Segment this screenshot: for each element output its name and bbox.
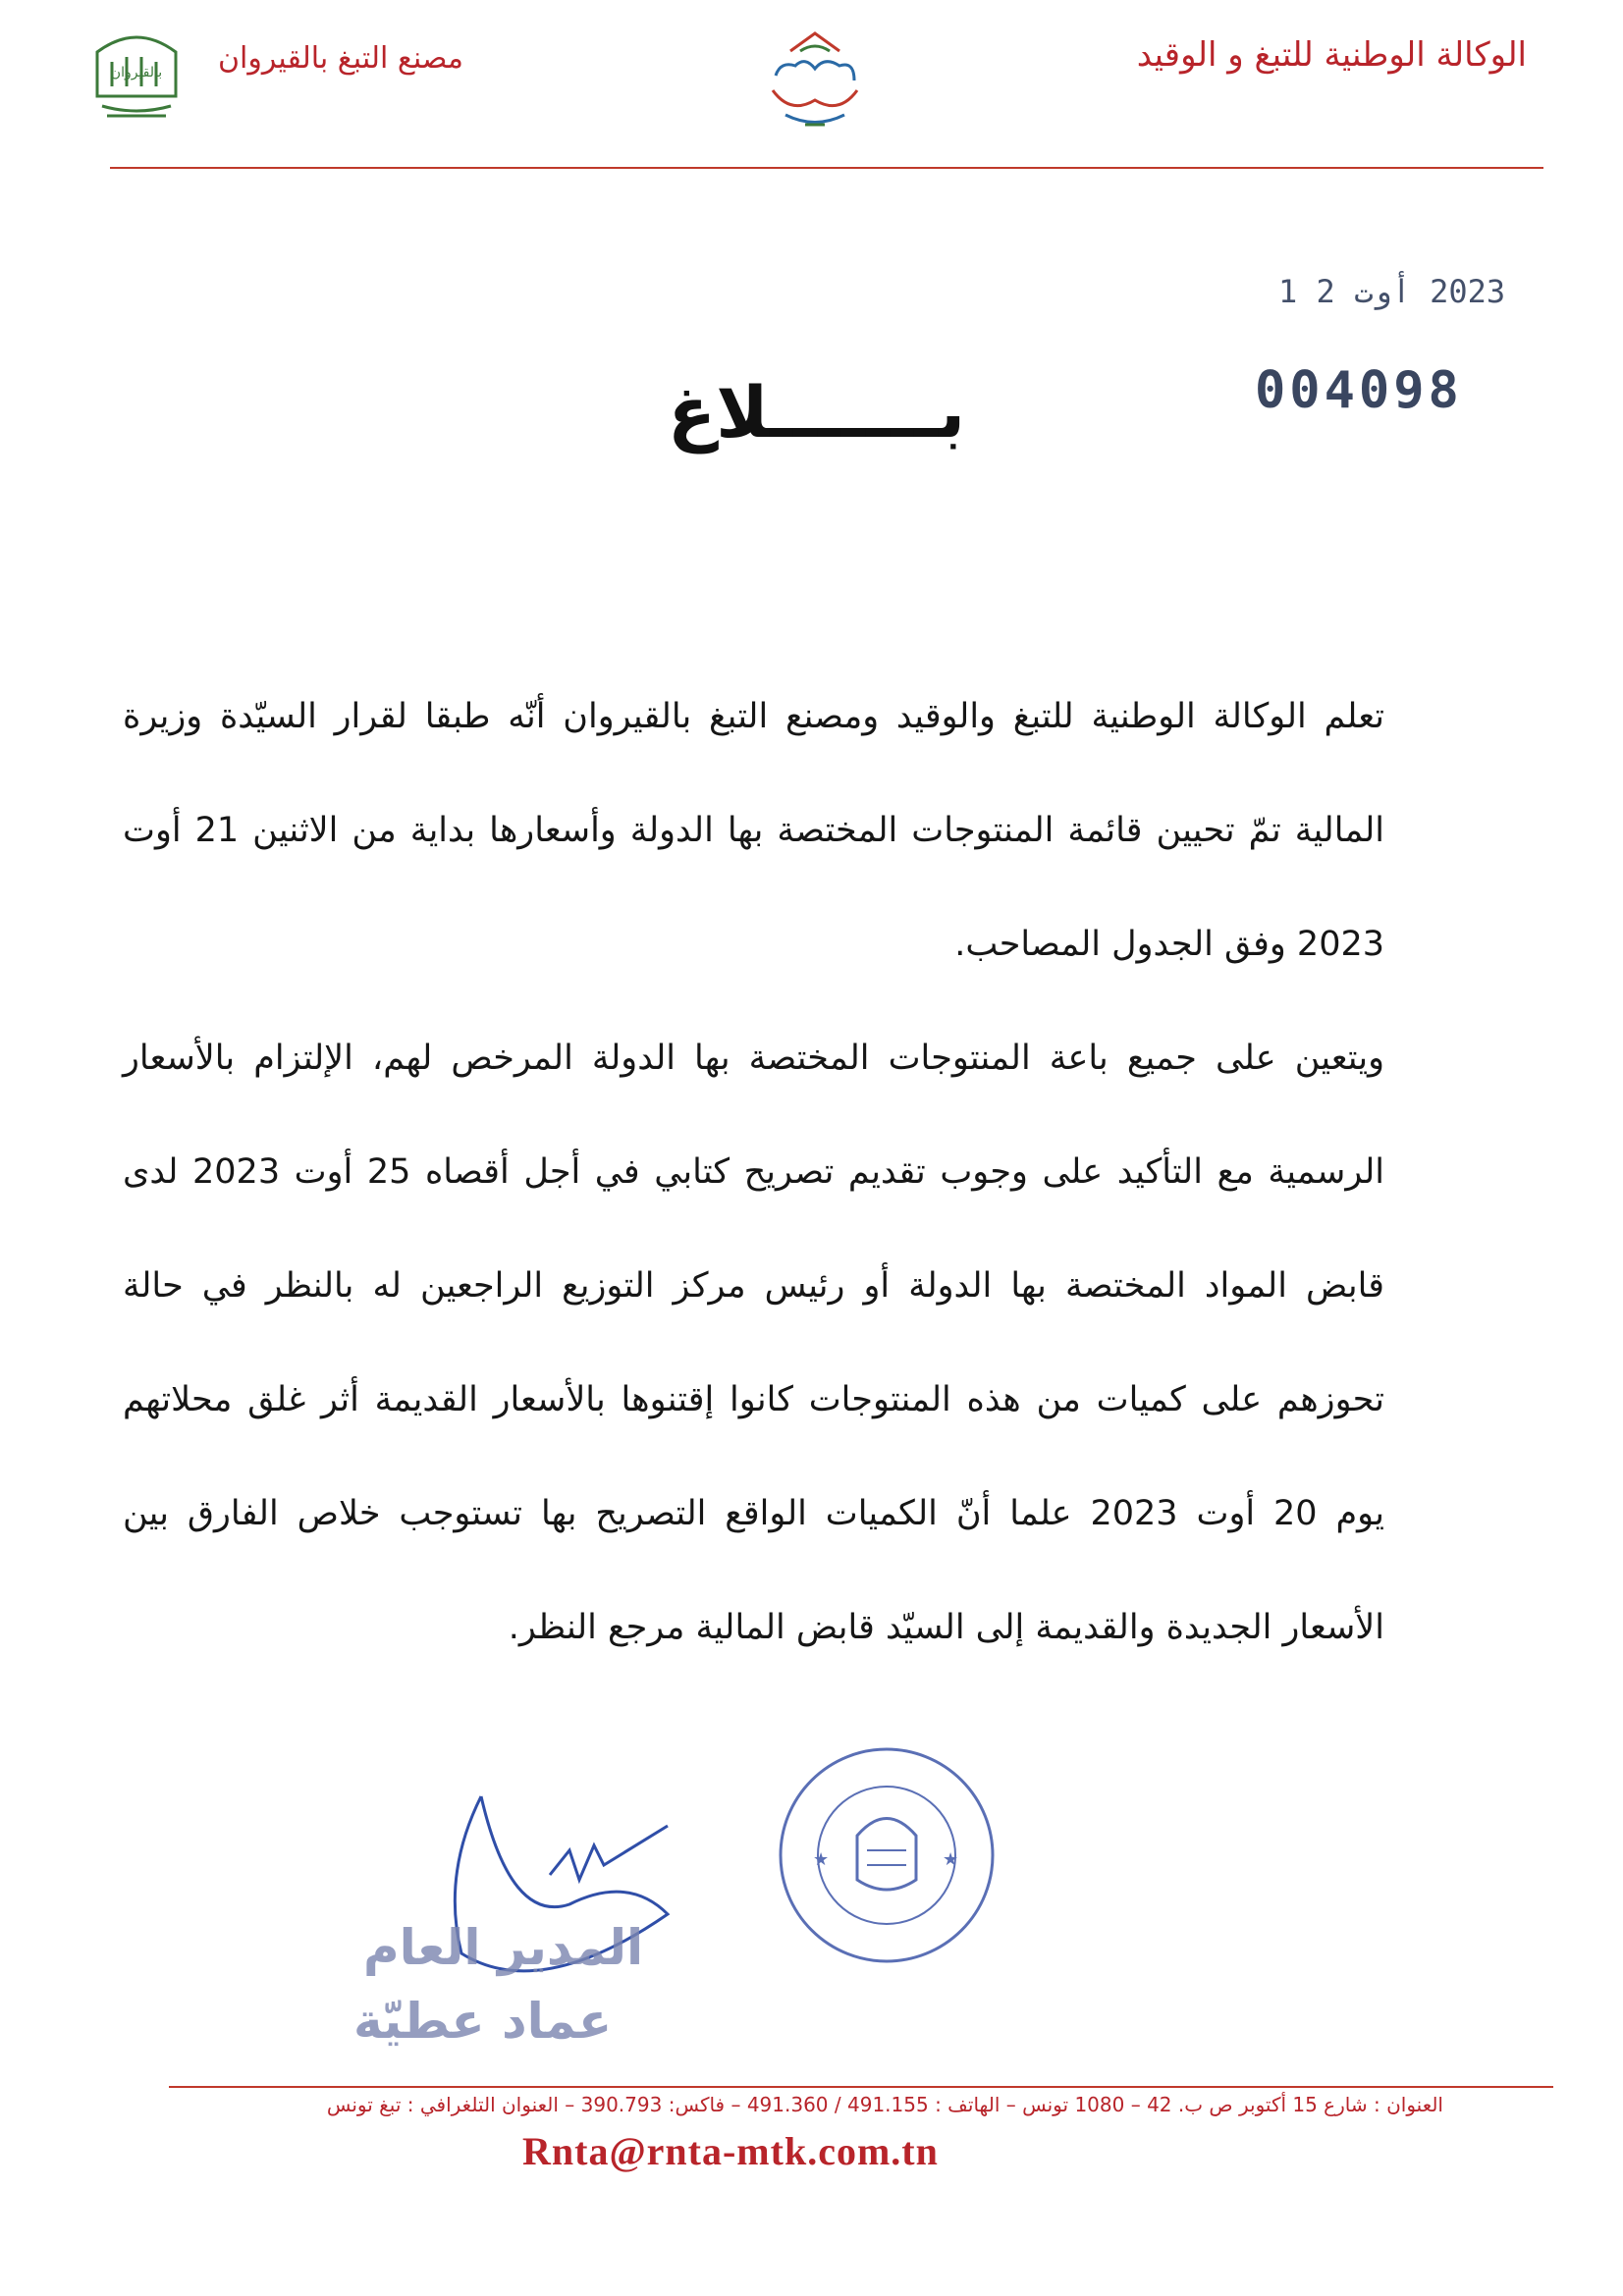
agency-name: الوكالة الوطنية للتبغ و الوقيد [1136,35,1527,75]
footer-address: العنوان : شارع 15 أكتوبر ص ب. 42 – 1080 تونس – الهاتف : 491.155 / 491.360 – فاكس: 390.793 – العنوان التلغرافي : تبغ تونس [326,2093,1443,2116]
svg-text:★: ★ [943,1849,959,1870]
official-seal-icon [774,1742,1000,1968]
reference-number: 004098 [1255,361,1463,420]
svg-text:بالقيروان: بالقيروان [110,65,163,80]
paragraph: ويتعين على جميع باعة المنتوجات المختصة بها الدولة المرخص لهم، الإلتزام بالأسعار الرسمية مع التأكيد على وجوب تقديم تصريح كتابي في أجل أقصاه 25 أوت 2023 لدى قابض المواد المختصة بها الدولة أو رئيس مركز التوزيع الراجعين له بالنظر في حالة تحوزهم على كميات من هذه المنتوجات كانوا إقتنوها بالأسعار القديمة أثر غلق محلاتهم يوم 20 أوت 2023 علما أنّ الكميات الواقع التصريح بها تستوجب خلاص الفارق بين الأسعار الجديدة والقديمة إلى السيّد قابض المالية مرجع النظر. [123,1039,1385,1647]
factory-name: مصنع التبغ بالقيروان [218,41,463,76]
paragraph: تعلم الوكالة الوطنية للتبغ والوقيد ومصنع التبغ بالقيروان أنّه طبقا لقرار السيّدة وزيرة المالية تمّ تحيين قائمة المنتوجات المختصة بها الدولة وأسعارها بداية من الاثنين 21 أوت 2023 وفق الجدول المصاحب. [123,697,1385,964]
signatory-title: المدير العام [363,1919,644,1976]
header-divider [110,167,1543,169]
footer-divider [169,2086,1553,2088]
factory-logo-icon [82,18,190,126]
page-title: بـــــــلاغ [668,371,966,454]
signatory-name: عماد عطيّة [353,1993,613,2050]
footer-email[interactable]: Rnta@rnta-mtk.com.tn [522,2129,939,2173]
agency-logo-icon [761,22,869,139]
document-body [123,660,1384,1684]
document-date: 2023 أوت 2 1 [1278,273,1506,310]
svg-text:★: ★ [813,1849,830,1870]
